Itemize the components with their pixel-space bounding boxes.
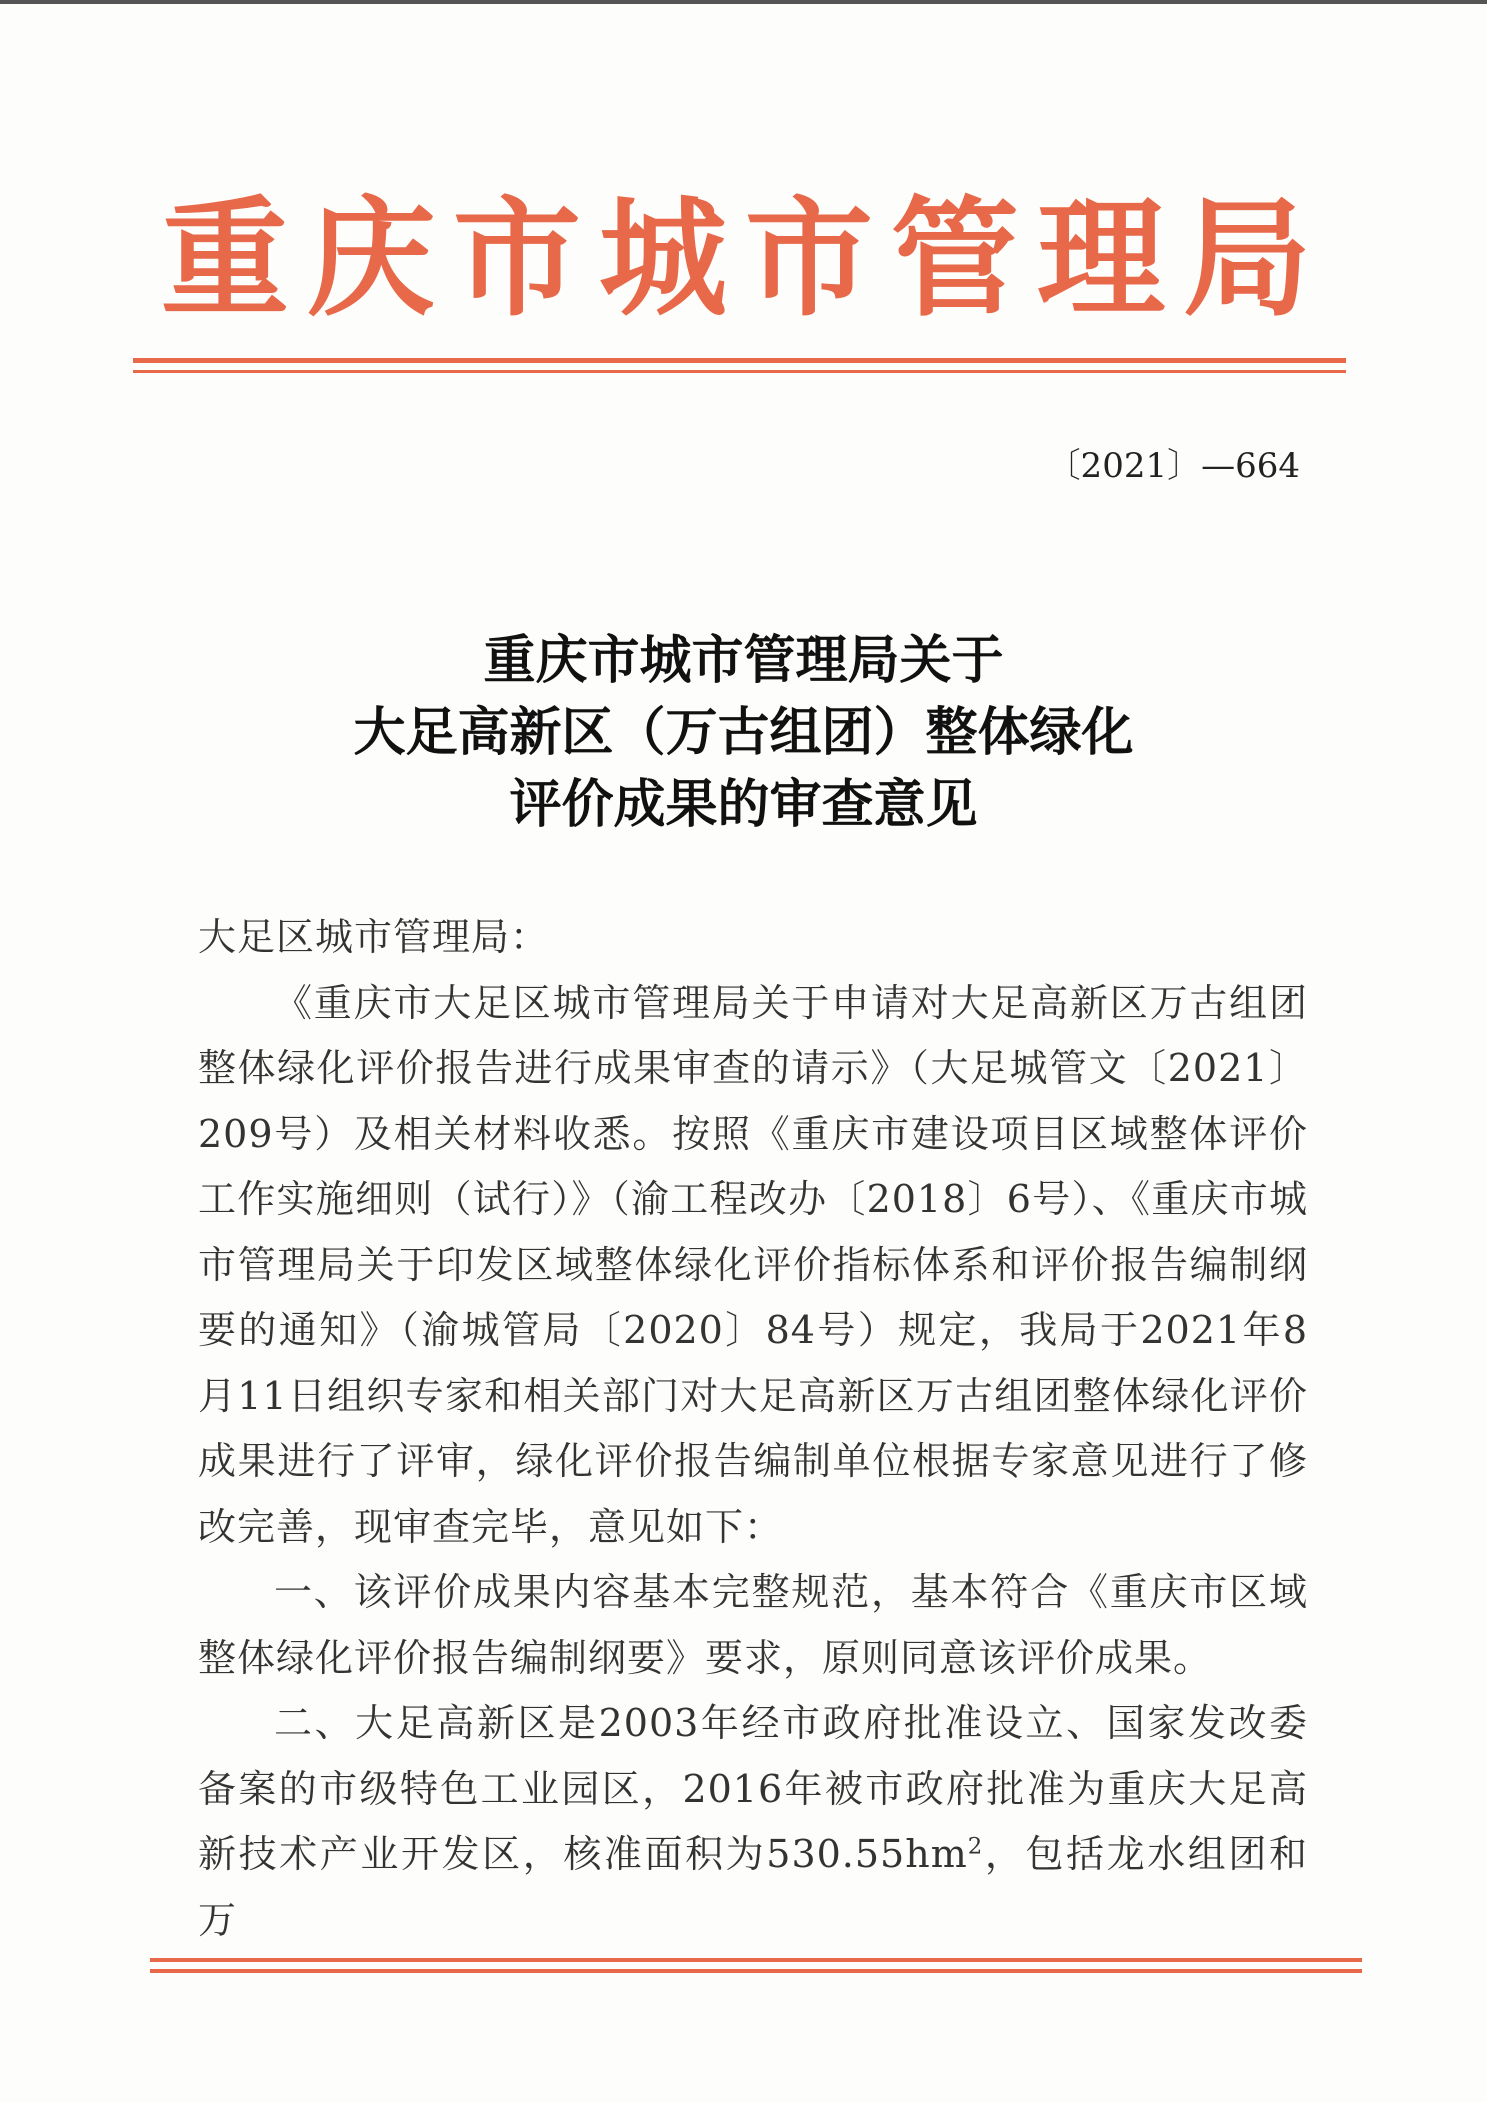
letterhead-rule-thick <box>133 358 1346 363</box>
title-line-1: 重庆市城市管理局关于 <box>483 630 1004 691</box>
letterhead-rule-thin <box>133 370 1346 373</box>
title-line-3: 评价成果的审查意见 <box>509 774 978 835</box>
letterhead-org-name: 重庆市城市管理局 <box>160 185 1329 334</box>
paragraph-3-text-a: 二、大足高新区是2003年经市政府批准设立、国家发改委备案的市级特色工业园区，2016年被市政府批准为重庆大足高新技术产业开发区，核准面积为530.55hm <box>198 1701 1308 1876</box>
scan-top-edge <box>0 0 1487 4</box>
document-number: 〔2021〕—664 <box>1046 446 1300 486</box>
document-body <box>198 905 1308 1953</box>
footer-rule-bottom <box>150 1969 1362 1973</box>
area-unit-superscript: 2 <box>967 1833 984 1860</box>
paragraph-2: 一、该评价成果内容基本完整规范，基本符合《重庆市区域整体绿化评价报告编制纲要》要求，原则同意该评价成果。 <box>198 1570 1308 1680</box>
paragraph-3 <box>198 1691 1308 1953</box>
footer-rule-top <box>150 1958 1362 1962</box>
title-line-2: 大足高新区（万古组团）整体绿化 <box>353 702 1134 763</box>
paragraph-3-text-b: ，包括龙水组团和万 <box>198 1832 1308 1942</box>
addressee: 大足区城市管理局： <box>198 915 550 959</box>
paragraph-1: 《重庆市大足区城市管理局关于申请对大足高新区万古组团整体绿化评价报告进行成果审查的请示》（大足城管文〔2021〕209号）及相关材料收悉。按照《重庆市建设项目区域整体评价工作实施细则（试行）》（渝工程改办〔2018〕6号）、《重庆市城市管理局关于印发区域整体绿化评价指标体系和评价报告编制纲要的通知》（渝城管局〔2020〕84号）规定，我局于2021年8月11日组织专家和相关部门对大足高新区万古组团整体绿化评价成果进行了评审，绿化评价报告编制单位根据专家意见进行了修改完善，现审查完毕，意见如下： <box>198 980 1308 1549</box>
document-title <box>150 625 1337 841</box>
